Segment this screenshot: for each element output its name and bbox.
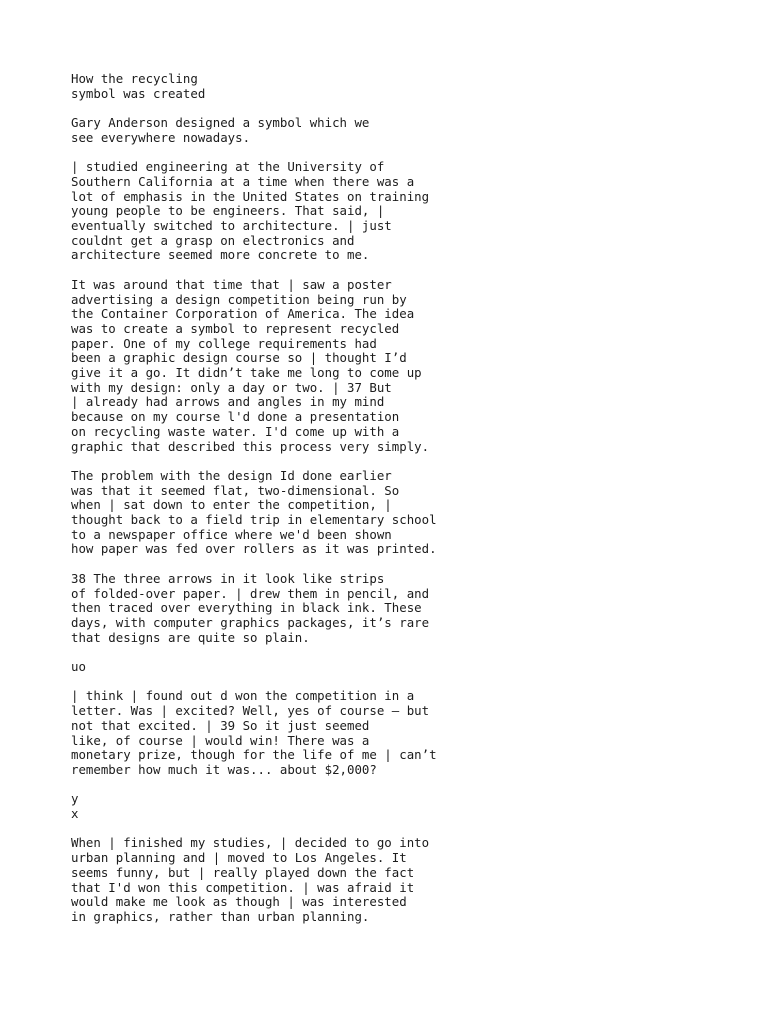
document-text — [71, 72, 751, 939]
paragraph-arrows: 38 The three arrows in it look like strips of folded-over paper. | drew them in pencil, and then traced over everything in black ink. These days, with computer graphics packages, it’s rare that designs are quite so plain. — [71, 570, 430, 645]
paragraph-design-problem: The problem with the design Id done earlier was that it seemed flat, two-dimensional. So when | sat down to enter the competition, | thought back to a field trip in elementary school to a newspaper office where we'd been shown how paper was fed over rollers as it was printed. — [71, 467, 437, 557]
stray-text-uo: uo — [71, 659, 86, 675]
paragraph-engineering: | studied engineering at the University of Southern California at a time when there was a lot of emphasis in the United States on training young people to be engineers. That said, | eventually switched to architecture. | just couldnt get a grasp on electronics and architecture seemed more concrete to me. — [71, 159, 430, 263]
paragraph-urban-planning: When | finished my studies, | decided to go into urban planning and | moved to Los Angeles. It seems funny, but | really played down the fact that I'd won this competition. | was afraid it would make me look as though | was interested in graphics, rather than urban planning. — [71, 835, 430, 924]
stray-text-yx: y x — [71, 791, 79, 822]
paragraph-competition: It was around that time that | saw a poster advertising a design competition being run by the Container Corporation of America. The idea was to create a symbol to represent recycled paper. One of my college requirements had been a graphic design course so | thought I’d give it a go. It didn’t take me long to come up with my design: only a day or two. | 37 But | already had arrows and angles in my mind because on my course l'd done a presentation on recycling waste water. I'd come up with a graphic that described this process very simply. — [71, 276, 430, 454]
paragraph-winning: | think | found out d won the competition in a letter. Was | excited? Well, yes of course — but not that excited. | 39 So it just seemed like, of course | would win! There was a monetary prize, though for the life of me | can’t remember how much it was... about $2,000? — [71, 688, 437, 777]
document-title: How the recycling symbol was created — [71, 71, 206, 101]
paragraph-intro: Gary Anderson designed a symbol which we see everywhere nowadays. — [71, 115, 370, 145]
